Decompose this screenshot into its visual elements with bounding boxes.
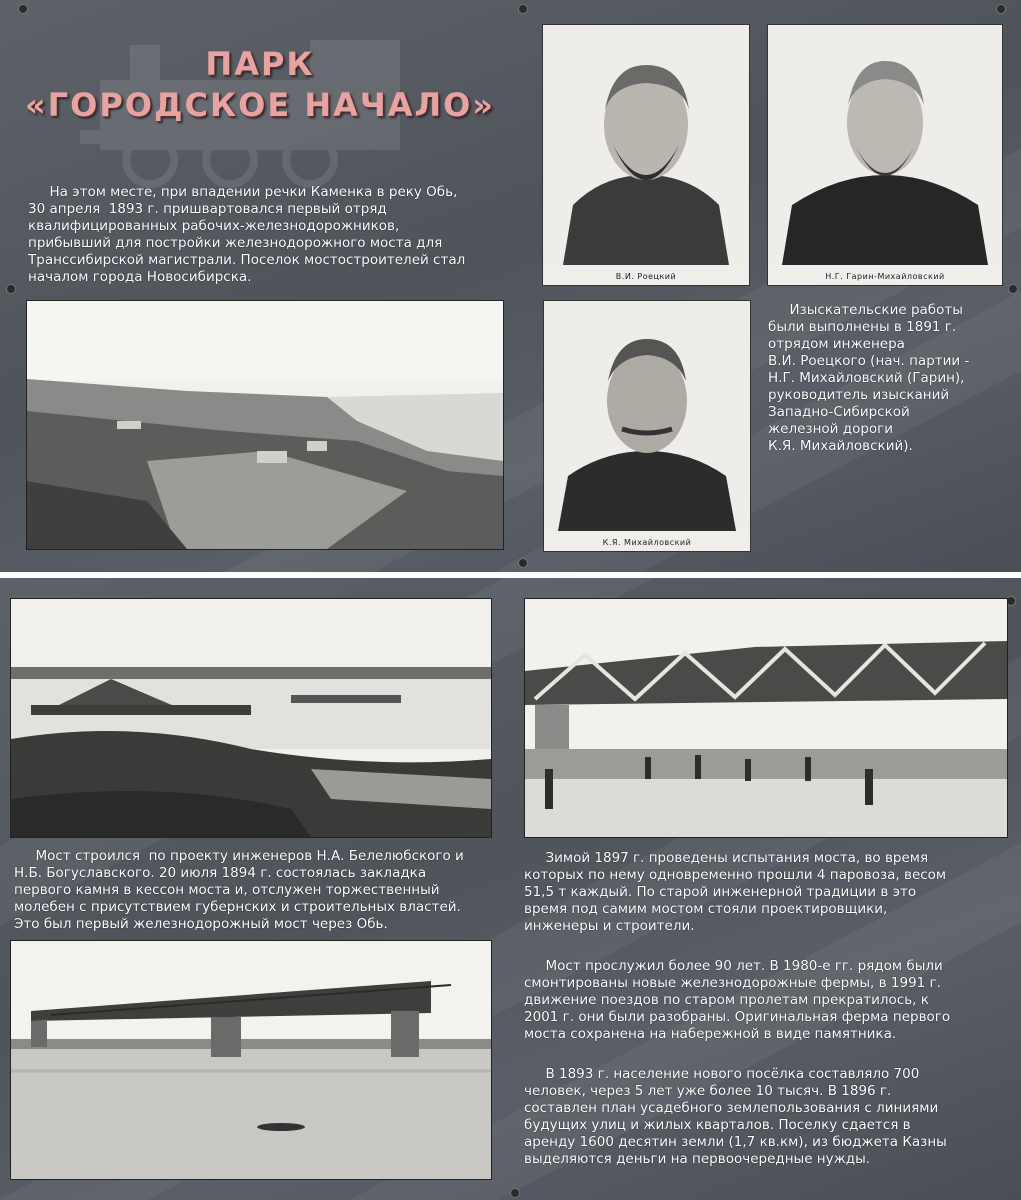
bridge-river-photo	[10, 940, 492, 1180]
title-line-1: ПАРК	[205, 45, 315, 83]
portrait-caption: Н.Г. Гарин-Михайловский	[825, 272, 945, 281]
text-line: Мост прослужил более 90 лет. В 1980-е гг. рядом были	[524, 958, 943, 974]
text-line: моста сохранена на набережной в виде памятника.	[524, 1026, 897, 1042]
text-line: выделяются деньги на первоочередные нужды.	[524, 1151, 871, 1167]
text-line: Западно-Сибирской	[768, 404, 910, 420]
text-line: инженеры и строители.	[524, 918, 695, 934]
title-line-2: «ГОРОДСКОЕ НАЧАЛО»	[25, 86, 495, 124]
rivet	[518, 4, 528, 14]
rivet	[510, 1188, 520, 1198]
service-paragraph	[524, 958, 1014, 1043]
text-line: руководитель изысканий	[768, 387, 950, 403]
text-line: Мост строился по проекту инженеров Н.А. Белелюбского и	[14, 848, 464, 864]
text-line: В 1893 г. население нового посёлка составляло 700	[524, 1066, 920, 1082]
portrait-roetsky	[542, 24, 750, 286]
text-line: смонтированы новые железнодорожные фермы, в 1991 г.	[524, 975, 941, 991]
text-line: молебен с присутствием губернских и строительных властей.	[14, 899, 461, 915]
text-line: началом города Новосибирска.	[28, 269, 252, 285]
text-line: составлен план усадебного землепользования с линиями	[524, 1100, 939, 1116]
text-line: Это был первый железнодорожный мост через Обь.	[14, 916, 388, 932]
text-line: Н.Г. Михайловский (Гарин),	[768, 370, 965, 386]
portrait-garin	[767, 24, 1003, 286]
text-line: будущих улиц и жилых кварталов. Поселку сдается в	[524, 1117, 911, 1133]
text-line: человек, через 5 лет уже более 10 тысяч. В 1896 г.	[524, 1083, 892, 1099]
settlement-photo	[26, 300, 504, 550]
rivet	[6, 284, 16, 294]
text-line: квалифицированных рабочих-железнодорожников,	[28, 218, 400, 234]
text-line: Н.Б. Богуславского. 20 июля 1894 г. состоялась закладка	[14, 865, 427, 881]
rivet	[1008, 284, 1018, 294]
page-title	[20, 44, 500, 126]
winter-paragraph	[524, 850, 1014, 935]
construction-photo	[10, 598, 492, 838]
text-line: Транссибирской магистрали. Поселок мостостроителей стал	[28, 252, 466, 268]
text-line: были выполнены в 1891 г.	[768, 319, 957, 335]
text-line: прибывший для постройки железнодорожного моста для	[28, 235, 443, 251]
bridge-paragraph	[14, 848, 504, 933]
text-line: Зимой 1897 г. проведены испытания моста, во время	[524, 850, 929, 866]
portrait-mikhailovsky	[543, 300, 751, 552]
text-line: 30 апреля 1893 г. пришвартовался первый отряд	[28, 201, 387, 217]
intro-paragraph	[28, 184, 508, 286]
text-line: К.Я. Михайловский).	[768, 438, 913, 454]
portrait-caption: К.Я. Михайловский	[602, 538, 692, 547]
text-line: которых по нему одновременно прошли 4 паровоза, весом	[524, 867, 947, 883]
text-line: движение поездов по старом пролетам прекратилось, к	[524, 992, 929, 1008]
text-line: 2001 г. они были разобраны. Оригинальная ферма первого	[524, 1009, 951, 1025]
survey-paragraph	[768, 302, 1013, 455]
portrait-caption: В.И. Роецкий	[615, 272, 677, 281]
text-line: Изыскательские работы	[768, 302, 963, 318]
text-line: железной дороги	[768, 421, 894, 437]
text-line: 51,5 т каждый. По старой инженерной традиции в это	[524, 884, 917, 900]
text-line: отрядом инженера	[768, 336, 905, 352]
top-info-board	[0, 0, 1021, 572]
text-line: первого камня в кессон моста и, отслужен торжественный	[14, 882, 440, 898]
rivet	[518, 558, 528, 568]
rivet	[18, 4, 28, 14]
bottom-info-board	[0, 578, 1021, 1200]
text-line: На этом месте, при впадении речки Каменка в реку Обь,	[28, 184, 458, 200]
text-line: аренду 1600 десятин земли (1,7 кв.км), из бюджета Казны	[524, 1134, 947, 1150]
text-line: время под самим мостом стояли проектировщики,	[524, 901, 888, 917]
winter-bridge-photo	[524, 598, 1008, 838]
population-paragraph	[524, 1066, 1014, 1168]
rivet	[996, 4, 1006, 14]
text-line: В.И. Роецкого (нач. партии -	[768, 353, 970, 369]
